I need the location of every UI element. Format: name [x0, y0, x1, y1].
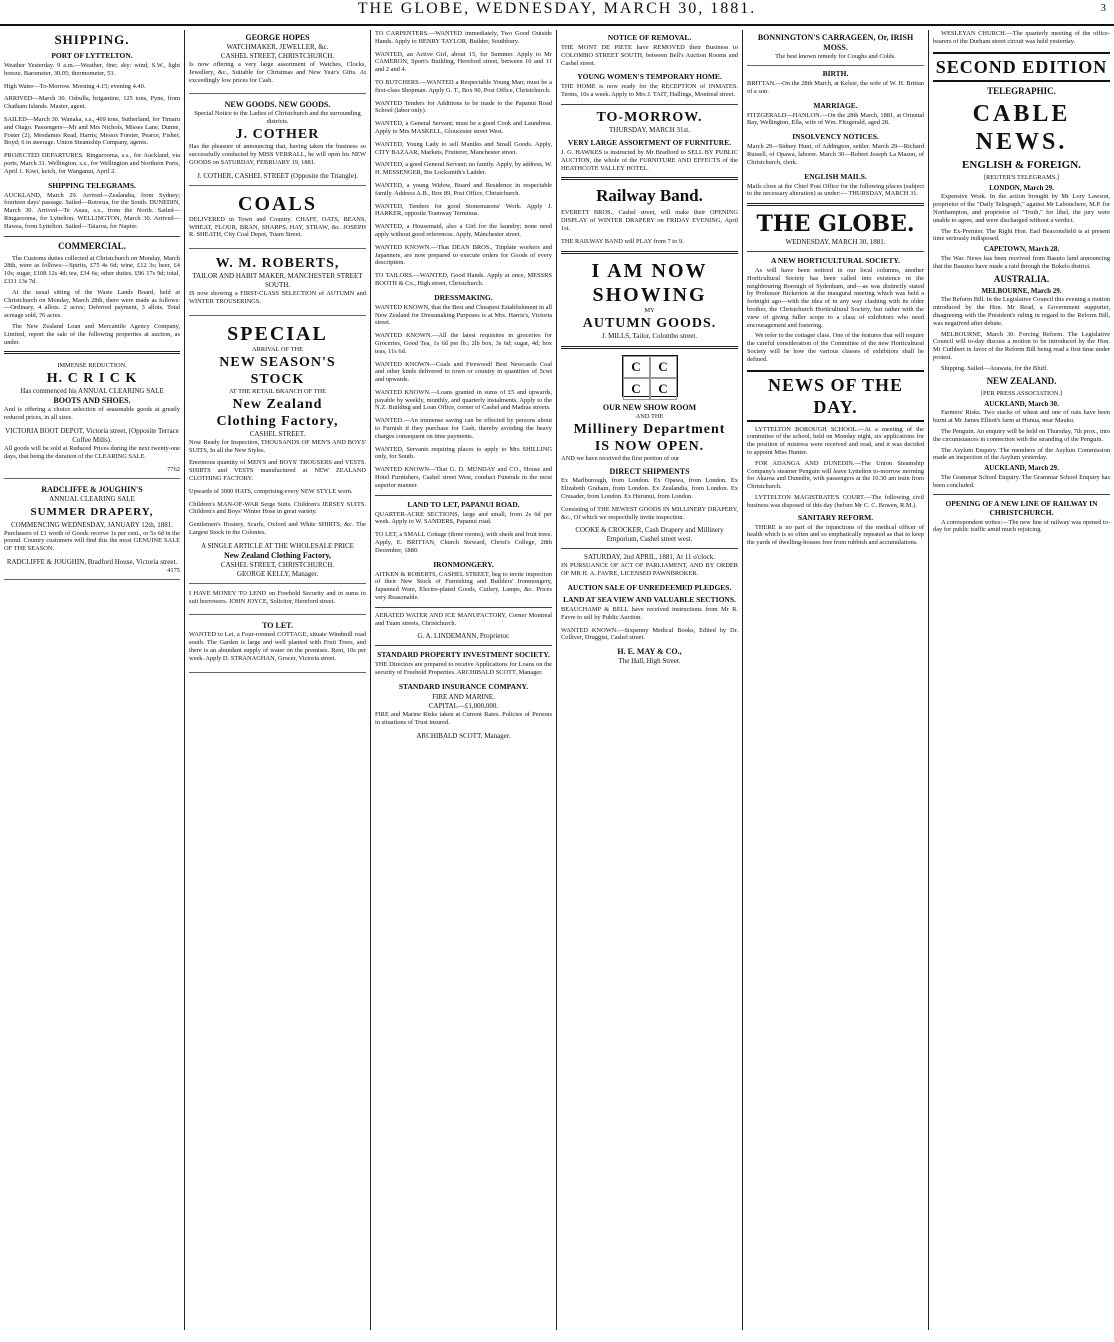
ad-sign: RADCLIFFE & JOUGHIN, Bradford House, Victoria street. — [6, 557, 178, 566]
dateline: CAPETOWN, March 28. — [983, 245, 1060, 254]
news-item: The Reform Bill. In the Legislative Council this evening a motion introduced by the Hon. Mr Read, a Government supporter, disagreeing with the President's ruling in regard to the Reform Bill, was negatived after debate. — [933, 296, 1110, 327]
classified-ad: TO BUTCHERS.—WANTED a Respectable Young Man; must be a first-class Shopman. Apply G. T., Box 90, Post Office, Christchurch. — [375, 78, 552, 94]
ad-line: SATURDAY, 2nd APRIL, 1881, At 11 o'clock. — [584, 553, 715, 562]
ad-heading: J. COTHER — [235, 127, 320, 143]
news-heading: NEWS OF THE DAY. — [747, 370, 924, 422]
classified-ad: IN PURSUANCE OF ACT OF PARLIAMENT, AND BY ORDER OF MR H. A. FAVRE, LICENSED PAWNBROKER. — [561, 562, 738, 578]
ad-sign: GEORGE KELLY, Manager. — [236, 569, 319, 578]
classified-ad: WANTED, a General Servant; must be a good Cook and Laundress. Apply to Mrs MASKELL, Gloucester street West. — [375, 120, 552, 135]
sale-heading: VERY LARGE ASSORTMENT OF FURNITURE. — [567, 137, 732, 147]
money-advertisement — [189, 587, 366, 616]
birth-heading: BIRTH. — [822, 69, 849, 78]
standard-heading: STANDARD PROPERTY INVESTMENT SOCIETY. — [377, 650, 550, 660]
cooke-crocker-logo: C C C C — [622, 355, 678, 397]
coals-advertisement — [189, 189, 366, 249]
shipping-heading: SHIPPING. — [54, 32, 130, 47]
bonnington-advertisement — [747, 30, 924, 66]
cother-advertisement — [189, 97, 366, 185]
ad-body: WANTED to Let, a Four-roomed COTTAGE, situate Windmill road south. The Garden is large and well planted with Fruit Trees, and there is an abundant supply of water on the premises. Rent, 10s per week. Apply D. STRANAGHAN, Grocer, Victoria street. — [189, 631, 366, 662]
ad-heading: STOCK — [250, 371, 305, 387]
ad-address: CASHEL STREET, CHRISTCHURCH. — [220, 560, 335, 569]
telegraphic-heading: TELEGRAPHIC. — [987, 85, 1056, 96]
ad-line: BOOTS AND SHOES. — [53, 396, 131, 406]
ad-heading: NEW SEASON'S — [219, 354, 336, 370]
editorial-title: THE GLOBE. — [756, 211, 915, 238]
second-edition-heading: SECOND EDITION — [933, 52, 1110, 82]
ad-body: Has the pleasure of announcing that, having taken the business so successfully conducted by MISS VERRALL, he will open his NEW GOODS on SATURDAY, FEBRUARY 19, 1881. — [189, 143, 366, 166]
classified-ad: AERATED WATER AND ICE MANUFACTORY, Corner Montreal and Tuam streets, Christchurch. — [375, 611, 552, 627]
news-item: The Asylum Enquiry. The members of the Asylum Commission made an inspection of the Asylum yesterday. — [933, 446, 1110, 462]
ad-line: THURSDAY, MARCH 31st. — [609, 125, 690, 134]
ad-body: Consisting of THE NEWEST GOODS IN MILLINERY DRAPERY, &c., Of which we respectfully invite inspection. — [561, 505, 738, 521]
column-3 — [371, 30, 557, 1330]
ad-heading: AUTUMN GOODS. — [582, 315, 717, 331]
column-2 — [185, 30, 371, 1330]
ad-line: Has commenced his ANNUAL CLEARING SALE — [20, 387, 164, 396]
australia-heading: AUSTRALIA. — [993, 273, 1050, 284]
classified-ad: WANTED KNOWN.—That DEAN BROS., Tinplate workers and Japanners, are now prepared to execute orders for Goods of every description. — [375, 243, 552, 267]
ad-body: Is now offering a very large assortment of Watches, Clocks, Jewellery, &c., Suitable for Christmas and New Year's Gifts. At exceedingly low prices for Cash. — [189, 61, 366, 84]
classified-ad: WANTED, Servants requiring places to apply to Mrs SHILLING only, for South. — [375, 445, 552, 461]
sanitary-heading: SANITARY REFORM. — [797, 512, 874, 522]
divider — [561, 346, 738, 349]
ad-address: CASHEL STREET. — [249, 429, 306, 438]
classified-ad: WANTED, Young Lady to sell Mantles and Small Goods. Apply, CITY BAZAAR, Markets, Fruiterer, Manchester street. — [375, 140, 552, 156]
classified-ad: FIRE and Marine Risks taken at Current Rates. Policies of Persons in situations of Trust insured. — [375, 711, 552, 726]
news-item: The Grammar School Enquiry. The Grammar School Enquiry has been concluded. — [933, 473, 1110, 489]
ad-sign: COOKE & CROCKER, Cash Drapery and Millinery Emporium, Cashel street west. — [575, 526, 724, 544]
ad-line: ARRIVAL OF THE — [251, 345, 303, 353]
article-paragraph: THERE is no part of the injunctions of the medical officer of health which is so often and so emphatically repeated as that to keep the yards of dwelling-houses free from rubbish and accumulations. — [747, 523, 924, 547]
classified-ad: WANTED KNOWN, that the Best and Cheapest Establishment in all New Zealand for Dressmaking Purposes is at Mrs. Harris's, Victoria street. — [375, 303, 552, 327]
ad-body: And is offering a choice selection of seasonable goods at greatly reduced prices, in all sizes. — [4, 406, 180, 422]
cable-news-heading: CABLE NEWS. — [972, 100, 1071, 155]
divider — [561, 104, 738, 105]
column-4 — [557, 30, 743, 1330]
clothing-factory-advertisement — [189, 319, 366, 584]
ad-heading: TO LET. — [262, 621, 293, 631]
to-let-advertisement — [189, 618, 366, 672]
mails-notice: Mails close at the Chief Post Office for the following places (subject to the necessary alteration) as under:— THURSDAY, MARCH 31. — [747, 182, 924, 198]
removal-heading: NOTICE OF REMOVAL. — [607, 33, 692, 42]
ad-body: Gentlemen's Hosiery, Scarfs, Oxford and White SHIRTS, &c. The Largest Stock in the Colonies. — [189, 521, 366, 536]
column-6 — [929, 30, 1114, 1330]
news-item: LYTTELTON MAGISTRATE'S COURT.—The following civil business was disposed of this day (before Mr C. C. Bowen, R.M.). — [747, 493, 924, 509]
ad-body: Now Ready for Inspection, THOUSANDS OF MEN'S AND BOYS' SUITS, In all the New Styles. — [189, 438, 366, 454]
shipping-telegrams: AUCKLAND, March 29. Arrived—Zealandia, from Sydney; fourteen days' passage. Sailed—Rotorua, for the South. DUNEDIN, March 30. Arrived—Te Anau, s.s., from the North. Sailed—Ringarooma, for Lyttelton. WELLINGTON, March 30. Arrived—Hawea, from Lyttelton. Sailed—Taiaroa, for Napier. — [4, 191, 180, 230]
port-heading: PORT OF LYTTELTON. — [51, 51, 133, 60]
news-item: FOR ADANGA AND DUNEDIN.—The Union Steamship Company's steamer Penguin will leave Lyttelton to-morrow morning for Akaroa and Dunedin, with passengers at the 10.30 am train from Christchurch. — [747, 459, 924, 491]
marriage-notice: FITZGERALD—HANLON.—On the 28th March, 1881, at Oriental Bay, Wellington, Ella, wife of Wm. Fitzgerald, aged 28. — [747, 111, 924, 127]
news-item: WESLEYAN CHURCH.—The quarterly meeting of the office-bearers of the Durham street circuit was held yesterday. — [933, 30, 1110, 45]
insolvency-notice: March 29—Sidney Hunt, of Addington, settler. March 29—Richard Russell, of Opawa, laborer. March 30—Robert Joseph La Mason, of Christchurch, clerk. — [747, 143, 924, 166]
agency-notice: The New Zealand Loan and Mercantile Agency Company, Limited, report the sale of the following properties at auction, as under. — [4, 322, 180, 346]
divider — [747, 251, 924, 252]
ad-line: DIRECT SHIPMENTS — [609, 467, 690, 477]
ad-heading: New Zealand — [232, 396, 323, 412]
ad-body: I HAVE MONEY TO LEND on Freehold Security and in sums to suit borrowers. JOHN JOYCE, Solicitor, Hereford street. — [189, 589, 366, 605]
classified-ad: THE Directors are prepared to receive Applications for Loans on the security of Freehold Properties. ARCHIBALD SCOTT, Manager. — [375, 661, 552, 677]
ad-heading: COALS — [238, 192, 317, 215]
ad-address: CASHEL STREET, CHRISTCHURCH. — [220, 52, 335, 60]
english-foreign-heading: ENGLISH & FOREIGN. — [962, 158, 1081, 171]
classified-ad: WANTED KNOWN—Coals and Firewood! Best Newcastle Coal and other kinds delivered to town or country in quantities of 5cwt and upwards. — [375, 360, 552, 384]
classified-ad: WANTED KNOWN.—Loans granted in sums of £5 and upwards, payable by weekly, monthly, and quarterly instalments. Apply to the N.Z. Building and Loan Office, corner of Cashel and Madras streets. — [375, 388, 552, 412]
classified-ad: WANTED KNOWN—That G. D. MUNDAY and CO., House and Hotel Furnishers, Cashel street West, conduct Funerals in the most superior manner. — [375, 466, 552, 489]
ad-line: COMMENCING WEDNESDAY, JANUARY 12th, 1881. — [11, 520, 173, 529]
ad-heading: BONNINGTON'S CARRAGEEN, Or, IRISH MOSS. — [757, 33, 914, 52]
ad-heading: GEORGE HOPES — [245, 33, 310, 42]
ad-body: IS now showing a FIRST-CLASS SELECTION of AUTUMN and WINTER TROUSERINGS. — [189, 290, 366, 305]
home-heading: YOUNG WOMEN'S TEMPORARY HOME. — [577, 72, 722, 82]
reuters-credit: [REUTER'S TELEGRAMS.] — [983, 173, 1060, 181]
mails-heading: ENGLISH MAILS. — [804, 171, 867, 181]
ad-line: CAPITAL—£1,000,000. — [428, 702, 499, 711]
news-item: A correspondent writes:—The new line of railway was opened to-day for public traffic amid much rejoicing. — [933, 518, 1110, 534]
ad-line: Special Notice to the Ladies of Christchurch and the surrounding districts. — [194, 110, 361, 126]
radcliffe-advertisement — [4, 482, 180, 580]
divider — [4, 351, 180, 354]
hopes-advertisement — [189, 30, 366, 94]
ad-sign: G. A. LINDEMANN, Proprietor. — [417, 632, 510, 641]
news-item: Expensive Work. In the action brought by Mr Lory Lawson, proprietor of the "Daily Telegraph," against Mr Labouchere, M.P. for Northampton, and proprietor of "Truth," for libel, the jury were unable to agree, and were discharged without a verdict. — [933, 193, 1110, 224]
ad-sign: ARCHIBALD SCOTT, Manager. — [416, 731, 511, 740]
classified-ad: TO TAILORS.—WANTED, Good Hands. Apply at once, MESSRS BOOTH & Co., High street, Christchurch. — [375, 272, 552, 287]
divider — [561, 177, 738, 180]
classified-ad: TO LET, a SMALL Cottage (three rooms), with sheds and fruit trees. Apply, E. BRITTAN, Church Steward, Christ's College, 28th December, 1880. — [375, 531, 553, 554]
divider — [4, 236, 180, 237]
commercial-heading: COMMERCIAL. — [58, 240, 126, 251]
article-heading: A NEW HORTICULTURAL SOCIETY. — [770, 255, 901, 265]
ad-body: DELIVERED in Town and Country. CHAFF, OATS, BEANS, WHEAT, FLOUR, BRAN, SHARPS, HAY, STRAW, &c. JOSEPH R. SHEATH, City Coal Depot, Tuam Street. — [189, 215, 366, 239]
ad-sign: J. COTHER, CASHEL STREET (Opposite the Triangle). — [197, 171, 358, 180]
arrived-notice: ARRIVED—March 30. Osbulla, brigantine, 125 tons, Pyne, from Chatham Islands. Master, agent. — [4, 95, 180, 111]
news-item: The War. News has been received from Basuto land announcing that the Basutos have made a raid through the Bokelo district. — [933, 254, 1110, 270]
ad-address: The Hall, High Street. — [618, 657, 681, 666]
ironmongery-heading: IRONMONGERY. — [433, 559, 494, 569]
shipping-telegrams-heading: SHIPPING TELEGRAMS. — [48, 180, 136, 190]
ad-line: TAILOR AND HABIT MAKER, MANCHESTER STREET SOUTH. — [192, 272, 363, 290]
ad-body: Purchasers of £1 worth of Goods receive 1s per cent., or 5s 6d in the pound. Country customers will find this the most GENUINE SALE OF THE SEASON. — [4, 529, 180, 553]
classified-ad: WANTED, a Housemaid, also a Girl for the laundry; none need apply without good references. Apply, Manchester street. — [375, 223, 552, 238]
ad-heading: Clothing Factory, — [216, 413, 339, 429]
ad-line: WATCHMAKER, JEWELLER, &c. — [226, 43, 329, 51]
ad-body: AND we have received the first portion of our — [561, 454, 680, 462]
classified-ad: WANTED, a good General Servant; no family. Apply, by address, W. H. MESSENGER, Bis Locksmith's Ladder. — [375, 161, 552, 177]
insurance-heading: STANDARD INSURANCE COMPANY. — [398, 682, 529, 692]
classified-ad: BEAUCHAMP & BELL have received instructions from Mr R. Favre to sell by Public Auction. — [561, 605, 738, 621]
auction-heading: AUCTION SALE OF UNREDEEMED PLEDGES. — [567, 582, 732, 592]
dateline: AUCKLAND, March 30. — [984, 399, 1059, 408]
land-heading: LAND TO LET, PAPANUI ROAD. — [407, 499, 520, 509]
divider — [561, 251, 738, 254]
classified-ad: QUARTER-ACRE SECTIONS, large and small, from 2s 6d per week. Apply to W. SANDERS, Papanui road. — [375, 510, 552, 526]
ad-sign: J. MILLS, Tailor, Colombo street. — [601, 331, 698, 340]
marriage-heading: MARRIAGE. — [813, 100, 858, 110]
column-1 — [0, 30, 185, 1330]
ad-line: The best known remedy for Coughs and Colds. — [775, 53, 896, 60]
ad-line: MY — [644, 306, 655, 314]
roberts-advertisement — [189, 252, 366, 316]
classified-ad: WANTED, Tenders for good Stonemasons' Work. Apply J. HARKER, opposite Tramway Terminus. — [375, 202, 552, 218]
ad-heading: SPECIAL — [227, 322, 328, 345]
newspaper-title: THE GLOBE, WEDNESDAY, MARCH 30, 1881. — [357, 0, 757, 17]
classified-ad: WANTED Tenders for Additions to be made to the Papanui Road School (labor only). — [375, 99, 552, 115]
classified-ad: THE HOME is now ready for the RECEPTION of INMATES. Terms, 10s a week. Apply to Mrs J. TAIT, Hallings, Montreal street. — [561, 83, 738, 99]
ad-line: NEW GOODS. NEW GOODS. — [224, 100, 331, 110]
dateline: AUCKLAND, March 29. — [984, 464, 1059, 473]
classified-ad: THE RAILWAY BAND will PLAY from 7 to 9. — [561, 237, 684, 245]
dressmaking-heading: DRESSMAKING. — [434, 292, 493, 302]
ad-line: A SINGLE ARTICLE AT THE WHOLESALE PRICE — [201, 541, 354, 550]
sailed-notice: SAILED—March 30. Wanaka, s.s., 469 tons, Sutherland, for Timaru and Otago. Passengers—Mr and Mrs Nichols, Misses Lane, Dunne, Foster (2), Mesdames Read, Harris; Messrs Forster, Pearce, Fisher, Boyd; 6 in steerage. Union Steamship Company, agents. — [4, 115, 180, 147]
news-item: Shipping. Sailed—Arawata, for the Bluff. — [941, 364, 1048, 372]
projected-departures: PROJECTED DEPARTURES. Ringarooma, s.s., for Auckland, via ports, March 31. Wellington, s.s., for Wellington and Northern Ports, April 1. Kiwi, ketch, for Wanganui, April 2. — [4, 152, 180, 175]
ad-sign: H. E. MAY & CO., — [617, 647, 682, 657]
ad-heading: OUR NEW SHOW ROOM — [602, 402, 697, 412]
insolvency-heading: INSOLVENCY NOTICES. — [792, 132, 879, 142]
ad-line: FIRE AND MARINE. — [432, 693, 495, 702]
editorial-date: WEDNESDAY, MARCH 30, 1881. — [785, 238, 886, 247]
ad-body: Upwards of 3000 HATS, comprising every NEW STYLE worn. — [189, 487, 353, 495]
classified-ad: WANTED.—An immense saving can be effected by persons about to Furnish if they purchase for Cash, thereby avoiding the heavy charges consequent on time payments. — [375, 417, 552, 440]
ad-heading: Millinery Department — [573, 421, 726, 437]
ad-heading: H. C R I C K — [46, 371, 138, 387]
column-5 — [743, 30, 929, 1330]
railway-opening-heading: OPENING OF A NEW LINE OF RAILWAY IN CHRISTCHURCH. — [945, 498, 1098, 517]
new-zealand-heading: NEW ZEALAND. — [986, 375, 1057, 386]
birth-notice: BRITTAN.—On the 28th March, at Kelsie, the wife of W. H. Brittan of a son. — [747, 80, 924, 95]
tomorrow-heading: TO-MORROW. — [596, 109, 703, 125]
divider — [375, 645, 552, 646]
news-item: The Penguin. An enquiry will be held on Thursday, 7th prox., into the circumstances in connection with the stranding of the Penguin. — [933, 427, 1110, 443]
ad-heading: New Zealand Clothing Factory, — [223, 550, 332, 560]
ad-line: ANNUAL CLEARING SALE — [49, 494, 135, 503]
ad-address: VICTORIA BOOT DEPOT, Victoria street, (Opposite Terrace Coffee Mills). — [5, 426, 179, 444]
classified-ad: WANTED KNOWN.—All the latest requisites in groceries for Groceries, Good Tea, 1s 6d per lb.; 2lb box, 3s 6d; sugar, 4d; box teas, 11s 6d. — [375, 332, 552, 355]
masthead — [0, 0, 1114, 26]
article-paragraph: As will have been noticed in our local columns, another Horticultural Society has been called into existence in the neighbouring Borough of Sydenham, and—as was distinctly stated by Professor Bickerton at the inaugural meeting which was held a fortnight ago—with the idea of in any way clashing with its older brother, the Christchurch Horticultural Society, but rather with the view of giving fuller scope to a class of exhibitors who need encouragement and fostering. — [747, 266, 924, 329]
classified-ad: AITKEN & ROBERTS, CASHEL STREET, beg to invite inspection of their New Stock of Furnishing and Builders' Ironmongery, Japanned Ware, Electro-plated Goods, Cutlery, Lamps, &c. Prices very Reasonable. — [375, 570, 552, 602]
ad-line: SUMMER DRAPERY, — [30, 505, 154, 518]
classified-ad: WANTED KNOWN.—Sixpenny Medical Books, Edited by Dr. Colliver, Druggist, Cashel street. — [561, 626, 738, 642]
news-item: MELBOURNE, March 30. Forcing Reform. The Legislative Council will to-day discuss a motion to be introduced by the Hon. Mr Cuthbert in favor of the Reform Bill being read a first time under protest. — [933, 330, 1110, 361]
ad-body: Ex Marlborough, from London. Ex Opawa, from London. Ex Elizabeth Graham, from London. Ex Zealandia, from London. Ex Crusader, from London. Ex Hurunui, from London. — [561, 477, 738, 500]
weather-report: Weather Yesterday. 9 a.m.—Weather, fine; sky: wind, S.W., light breeze. Barometer, 30.05; thermometer, 53. — [4, 62, 180, 77]
divider — [375, 495, 552, 496]
article-paragraph: We refer to the cottager class. One of the features that will require the careful consideration of the Committee of the new Horticultural Society will be how the various classes of exhibitors shall be defined. — [747, 332, 924, 363]
ad-heading: IS NOW OPEN. — [594, 438, 705, 454]
divider — [561, 548, 738, 549]
ad-heading: W. M. ROBERTS, — [215, 256, 340, 272]
classified-ad: THE MONT DE PIETE have REMOVED their Business to COLOMBO STREET SOUTH, between Bell's Auction Rooms and Cashel street. — [561, 44, 738, 67]
ad-body: Children's MAN-OF-WAR Serge Suits. Children's JERSEY SUITS. Children's and Boys' Winter Hose in great variety. — [189, 500, 366, 516]
divider — [933, 494, 1110, 495]
news-item: LYTTELTON BOROUGH SCHOOL.—At a meeting of the committee of the school, held on Monday night, six applications for the position of mistress were received and read, and it was decided to appoint Miss Hunter. — [747, 425, 924, 456]
railway-band-heading: Railway Band. — [596, 186, 703, 206]
ad-heading: RADCLIFFE & JOUGHIN'S — [41, 484, 143, 494]
lands-heading: LAND AT SEA VIEW AND VALUABLE SECTIONS. — [563, 594, 736, 604]
ad-body: Enormous quantity of MEN'S and BOYS' TROUSERS and VESTS. SHIRTS and VESTS manufactured at NEW ZEALAND CLOTHING FACTORY. — [189, 459, 366, 482]
classified-ad: J. G. HAWKES is instructed by Mr Bradford to SELL BY PUBLIC AUCTION, the whole of the FURNITURE AND EFFECTS of the HEATHCOTE VALLEY HOTEL. — [561, 148, 738, 172]
divider — [747, 203, 924, 206]
divider — [375, 607, 552, 608]
classified-ad: EVERETT BROS., Cashel street, will make their OPENING DISPLAY of WINTER DRAPERY on FRIDAY EVENING, April 1st. — [561, 209, 738, 232]
dateline: LONDON, March 29. — [989, 183, 1054, 192]
press-credit: [PER PRESS ASSOCIATION.] — [980, 389, 1063, 397]
dateline: MELBOURNE, March 29. — [981, 286, 1062, 295]
high-water: High Water—To-Morrow. Morning 4.15; evening 4.40. — [4, 82, 146, 90]
ad-body: All goods will be sold at Reduced Prices during the next twenty-one days, that being the duration of the CLEARING SALE. — [4, 444, 180, 460]
ad-number: 7762 — [167, 465, 180, 473]
ad-heading: I AM NOW — [591, 259, 708, 282]
ad-line: AND THE — [635, 412, 664, 420]
customs-report: The Customs duties collected at Christchurch on Monday, March 28th, were as follows:—Spirits, £75 4s 6d; wine, £12 3s; beer, £4 10s; sugar, £108 12s 4d; tea, £34 6s; other duties, £96 17s 9d; total, £331 13s 7d. — [4, 254, 180, 285]
classified-ad: TO CARPENTERS.—WANTED immediately, Two Good Outside Hands. Apply to HENRY TAYLOR, Builder, Southbury. — [375, 30, 552, 45]
crick-advertisement — [4, 359, 180, 478]
classified-ad: WANTED, a young Widow, Board and Residence in respectable family. Address A.B., Box 89, Post Office, Christchurch. — [375, 181, 552, 197]
page-number: 3 — [1100, 2, 1106, 14]
ad-heading: SHOWING — [592, 283, 707, 306]
ad-number: 4175 — [167, 566, 180, 574]
news-item: The Ex-Premier. The Right Hon. Earl Beaconsfield is at present time seriously indisposed. — [933, 227, 1110, 243]
news-item: Farmers' Risks. Two stacks of wheat and one of oats have been burnt at Mr James Elliott's farm at Hunua, near Mauku. — [933, 409, 1110, 425]
classified-ad: WANTED, an Active Girl, about 15, for Summer. Apply to Mr CAMERON, Sport's Building, Hereford street, between 10 and 11 and 2 and 4. — [375, 50, 552, 74]
ad-kicker: IMMENSE REDUCTION. — [57, 362, 127, 370]
ad-line: AT THE RETAIL BRANCH OF THE — [228, 387, 327, 395]
waste-lands-report: At the usual sitting of the Waste Lands Board, held at Christchurch on Monday, March 28th, there were made as follows:—Ordinary, 4 allots. 2 acres; Deferred payment, 3 allots. Total acreage sold, 76 acres. — [4, 288, 180, 320]
